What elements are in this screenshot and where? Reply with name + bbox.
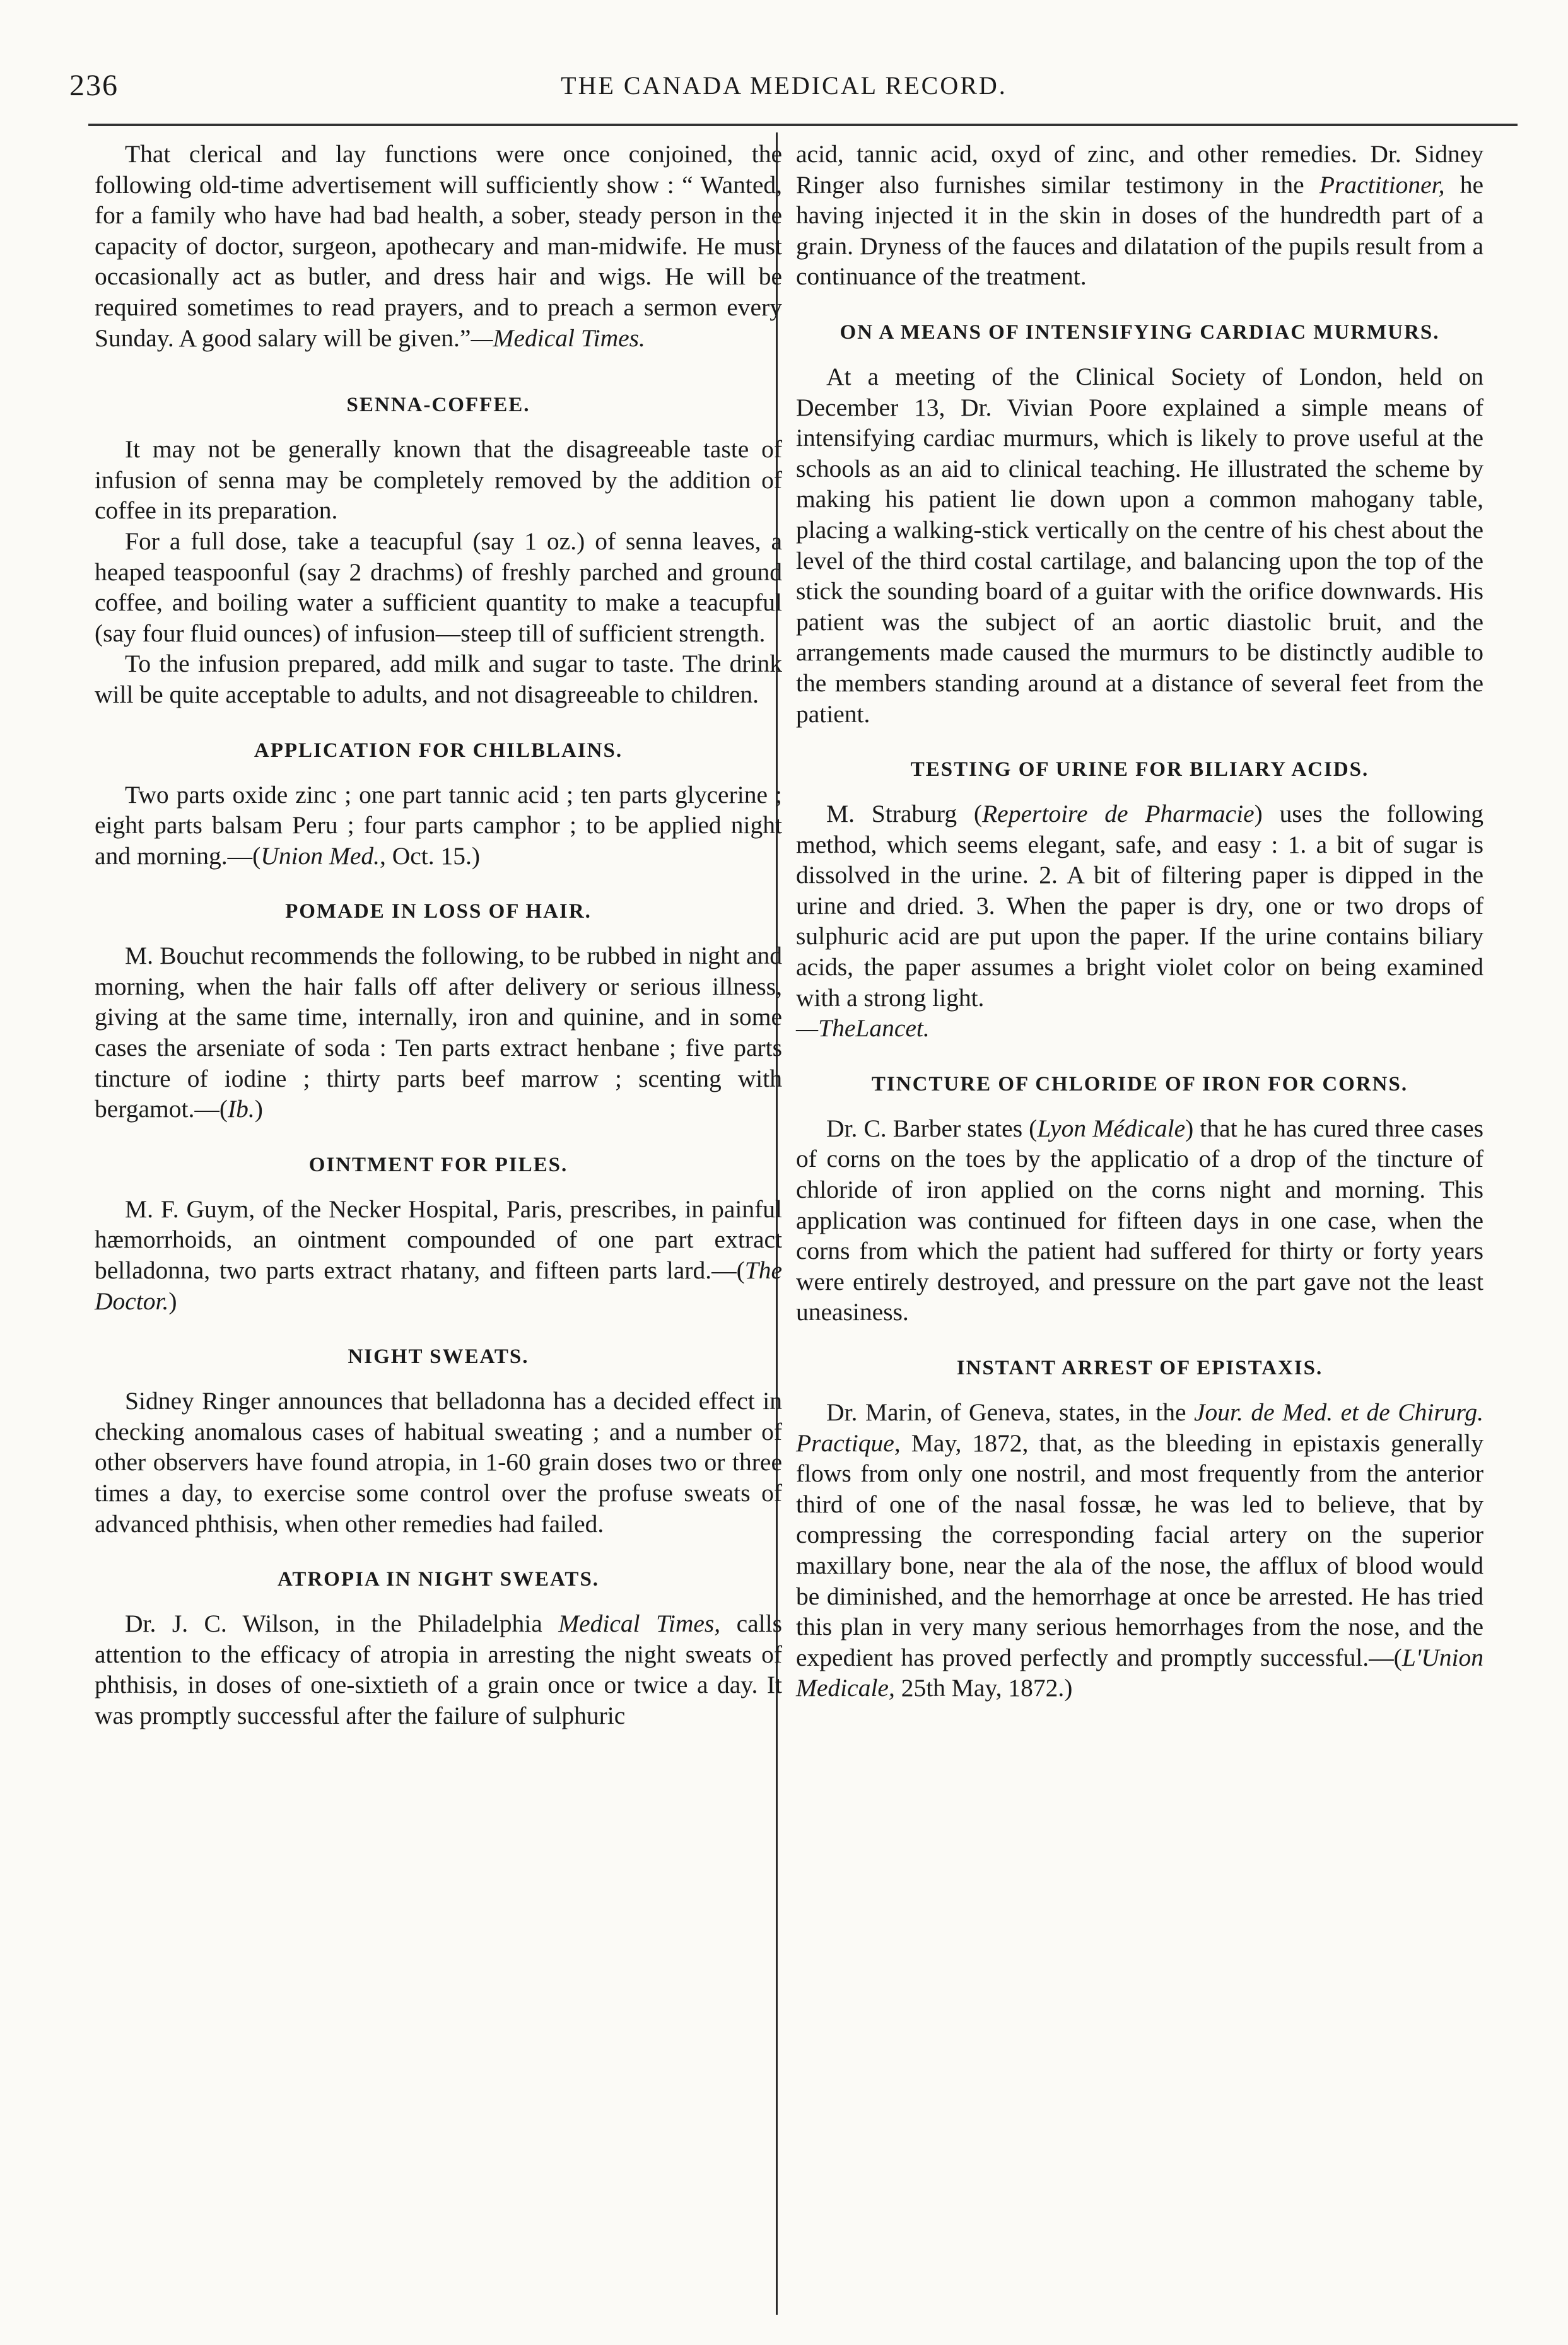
pomade-heading: POMADE IN LOSS OF HAIR. [285, 900, 592, 923]
biliary-acids-paragraph [796, 798, 1483, 1013]
continuation-source: Practitioner, [1319, 170, 1445, 199]
epistaxis-source: Jour. de Med. et de Chirurg. Practique, [796, 1398, 1483, 1457]
atropia-source: Medical Times, [558, 1610, 721, 1638]
chilblains-tail: , Oct. 15.) [379, 841, 481, 870]
cardiac-murmurs-heading: ON A MEANS OF INTENSIFYING CARDIAC MURMURS. [840, 320, 1440, 344]
right-column [796, 139, 1483, 1704]
atropia-lead: Dr. J. C. Wilson, in the Philadelphia [125, 1610, 559, 1638]
night-sweats-paragraph: Sidney Ringer announces that belladonna has a decided effect in checking anomalous cases of habitual sweating ; and a number of other observers have found atropia, in 1-60 grain doses two or three times a day, to exercise some control over the profuse sweats of advanced phthisis, when other remedies had failed. [95, 1387, 782, 1538]
epistaxis-tail: 25th May, 1872.) [894, 1674, 1073, 1702]
corns-source: Lyon Médicale [1037, 1114, 1186, 1142]
piles-heading: OINTMENT FOR PILES. [308, 1153, 568, 1176]
piles-text: M. F. Guym, of the Necker Hospital, Paris, prescribes, in painful hæmorrhoids, an ointment compounded of one part extract belladonna, two parts extract rhatany, and fifteen parts lard.—( [95, 1195, 782, 1285]
continuation-tail: he having injected it in the skin in doses of the hundredth part of a grain. Dryness of the fauces and dilatation of the pupils result from a continuance of the treatment. [796, 170, 1483, 291]
corns-paragraph [796, 1113, 1483, 1328]
biliary-credit: —TheLancet. [796, 1014, 930, 1043]
biliary-credit-line [796, 1013, 1483, 1044]
journal-title: THE CANADA MEDICAL RECORD. [561, 71, 1007, 100]
corns-text: ) that he has cured three cases of corns on the toes by the applicatio of a drop of the tincture of chloride of iron applied on the corns night and morning. This application was continued for fifteen days in one case, when the corns from which the patient had suffered for thirty or forty years were entirely destroyed, and pressure on the part gave not the least uneasiness. [796, 1114, 1483, 1326]
pomade-text: M. Bouchut recommends the following, to be rubbed in night and morning, when the hair falls off after delivery or serious illness, giving at the same time, internally, iron and quinine, and in some cases the arseniate of soda : Ten parts extract henbane ; five parts tincture of iodine ; thirty parts beef marrow ; scenting with bergamot.—( [95, 942, 782, 1123]
epistaxis-text: May, 1872, that, as the bleeding in epistaxis generally flows from only one nostril, and most frequently from the anterior third of one of the nasal fossæ, he was led to believe, that by compressing the corresponding facial artery on the superior maxillary bone, near the ala of the nose, the afflux of blood would be diminished, and the hemorrhage at once be arrested. He has tried this plan in very many serious hemorrhages from the nose, and the expedient has proved perfectly and promptly successful.—( [796, 1429, 1483, 1671]
biliary-lead: M. Straburg ( [826, 800, 983, 828]
senna-coffee-heading: SENNA-COFFEE. [346, 394, 530, 417]
biliary-acids-heading: TESTING OF URINE FOR BILIARY ACIDS. [910, 758, 1369, 781]
piles-tail: ) [168, 1287, 177, 1315]
continuation-lead: acid, tannic acid, oxyd of zinc, and other remedies. Dr. Sidney Ringer also furnishes similar testimony in the [796, 140, 1483, 199]
advertisement-source: —Medical Times. [471, 324, 645, 352]
advertisement-text: That clerical and lay functions were once conjoined, the following old-time advertisement will sufficiently show : “ Wanted, for a family who have had bad health, a sober, steady person in the capacity of doctor, surgeon, apothecary and man-midwife. He must occasionally act as butler, and dress hair and wigs. He will be required sometimes to read prayers, and to preach a sermon every Sunday. A good salary will be given.” [95, 140, 782, 352]
night-sweats-heading: NIGHT SWEATS. [348, 1345, 529, 1369]
biliary-source: Repertoire de Pharmacie [982, 800, 1255, 828]
corns-lead: Dr. C. Barber states ( [826, 1114, 1038, 1142]
pomade-paragraph [95, 940, 782, 1125]
atropia-paragraph [95, 1608, 782, 1731]
advertisement-paragraph [95, 139, 782, 353]
piles-source: The Doctor. [95, 1256, 782, 1315]
atropia-text: calls attention to the efficacy of atropia in arresting the night sweats of phthisis, in doses of one-sixtieth of a grain once or twice a day. It was promptly successful after the failure of sulphuric [95, 1610, 783, 1729]
epistaxis-source-2: L'Union Medicale, [796, 1643, 1483, 1702]
pomade-source: Ib. [227, 1095, 255, 1123]
continuation-paragraph [796, 139, 1483, 292]
chilblains-source: Union Med. [260, 841, 380, 870]
epistaxis-lead: Dr. Marin, of Geneva, states, in the [826, 1398, 1194, 1426]
epistaxis-paragraph [796, 1397, 1483, 1704]
pomade-tail: ) [254, 1095, 263, 1123]
running-header [69, 68, 1499, 112]
piles-paragraph [95, 1194, 782, 1316]
chilblains-paragraph [95, 780, 782, 872]
senna-paragraph-1: It may not be generally known that the disagreeable taste of infusion of senna may be completely removed by the addition of coffee in its preparation. [95, 435, 782, 525]
page-number: 236 [69, 69, 119, 102]
chilblains-text: Two parts oxide zinc ; one part tannic acid ; ten parts glycerine ; eight parts balsam Peru ; four parts camphor ; to be applied night and morning.—( [95, 780, 782, 870]
biliary-text: ) uses the following method, which seems elegant, safe, and easy : 1. a bit of sugar is dissolved in the urine. 2. A bit of filtering paper is dipped in the urine and dried. 3. When the paper is dry, one or two drops of sulphuric acid are put upon the paper. If the urine contains biliary acids, the paper assumes a bright violet color on being examined with a strong light. [796, 800, 1484, 1012]
header-rule [88, 124, 1518, 126]
epistaxis-heading: INSTANT ARREST OF EPISTAXIS. [956, 1357, 1323, 1379]
senna-paragraph-2: For a full dose, take a teacupful (say 1 oz.) of senna leaves, a heaped teaspoonful (say 2 drachms) of freshly parched and ground coffee, and boiling water a sufficient quantity to make a teacupful (say four fluid ounces) of infusion—steep till of sufficient strength. [95, 527, 782, 647]
cardiac-murmurs-paragraph: At a meeting of the Clinical Society of London, held on December 13, Dr. Vivian Poore explained a simple means of intensifying cardiac murmurs, which is likely to prove useful at the schools as an aid to clinical teaching. He illustrated the scheme by making his patient lie down upon a common mahogany table, placing a walking-stick vertically on the centre of his chest about the level of the third costal cartilage, and balancing upon the top of the stick the sounding board of a guitar with the orifice downwards. His patient was the subject of an aortic diastolic bruit, and the arrangements made caused the murmurs to be distinctly audible to the members standing around at a distance of several feet from the patient. [796, 362, 1483, 728]
senna-paragraph-3: To the infusion prepared, add milk and sugar to taste. The drink will be quite acceptable to adults, and not disagreeable to children. [95, 650, 782, 708]
atropia-heading: ATROPIA IN NIGHT SWEATS. [277, 1568, 600, 1591]
corns-heading: TINCTURE OF CHLORIDE OF IRON FOR CORNS. [871, 1072, 1408, 1096]
chilblains-heading: APPLICATION FOR CHILBLAINS. [254, 739, 623, 762]
left-column [95, 139, 782, 1731]
